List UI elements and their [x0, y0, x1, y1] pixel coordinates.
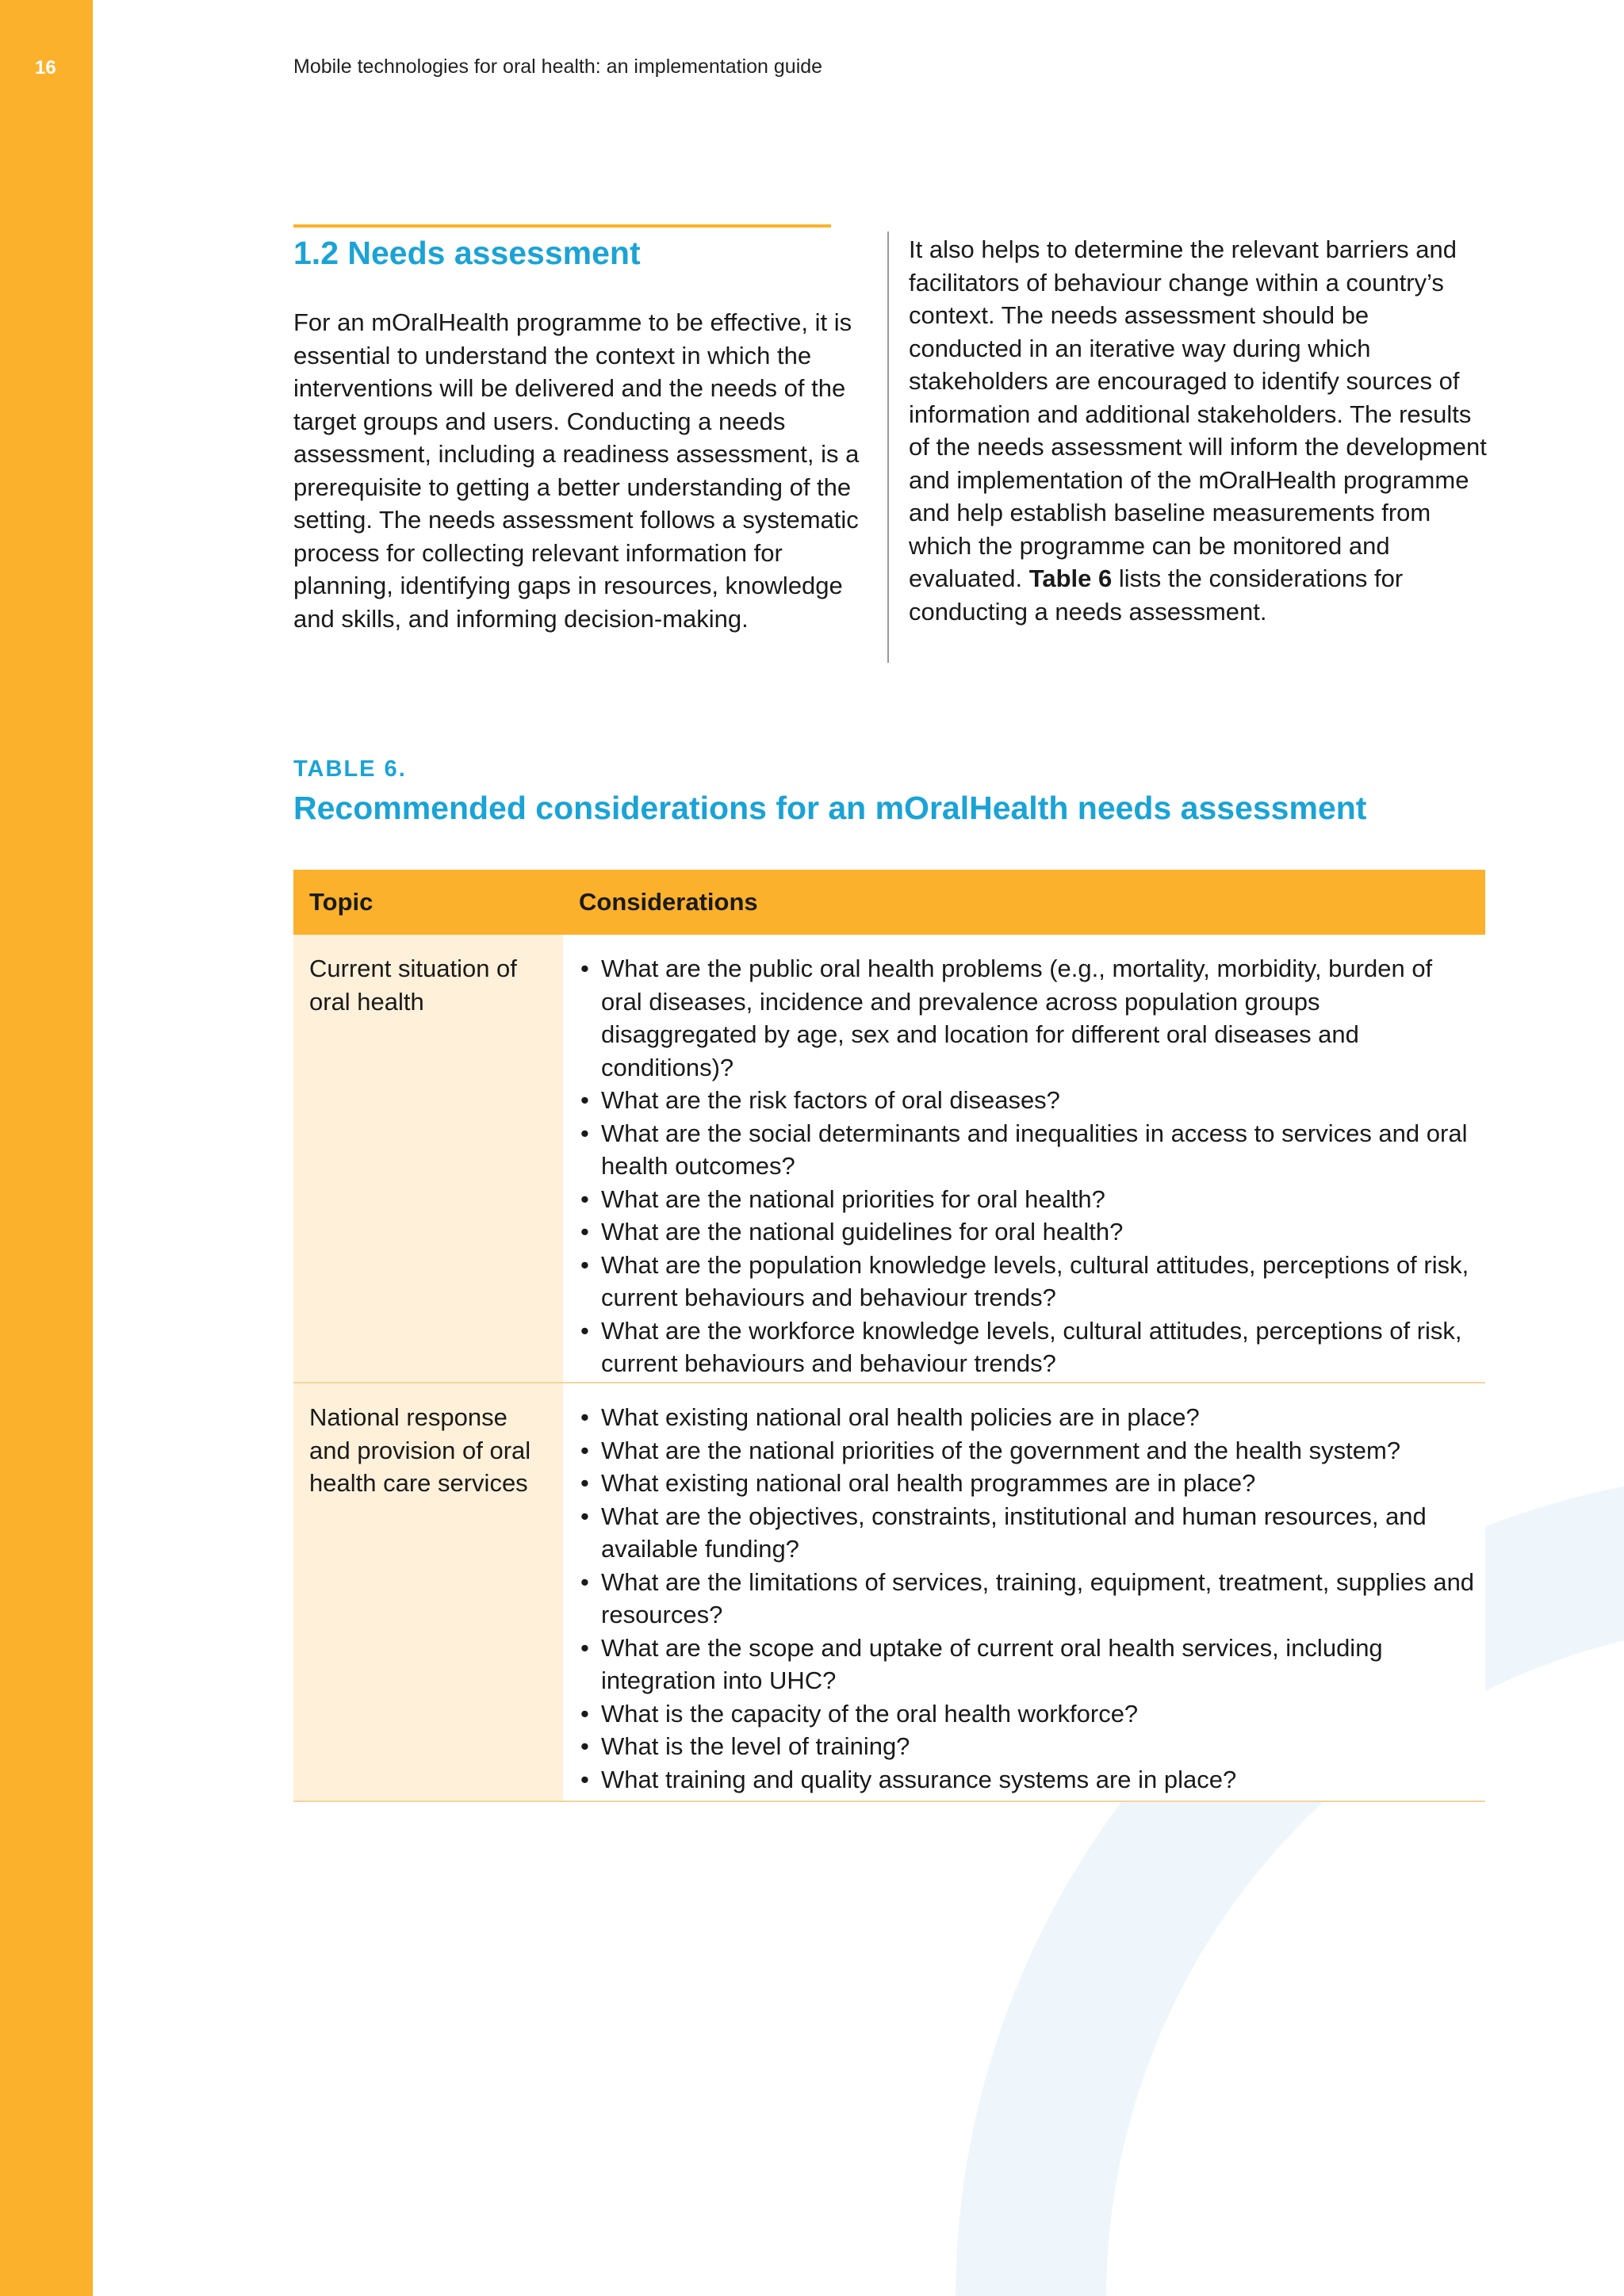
- considerations-cell: [563, 1383, 1485, 1800]
- topic-cell: Current situation of oral health: [293, 935, 563, 1382]
- right-column: [909, 233, 1488, 628]
- list-item: • What are the population knowledge levels, cultural attitudes, perceptions of risk, current behaviours and behaviour trends?: [579, 1249, 1477, 1314]
- running-head: Mobile technologies for oral health: an implementation guide: [293, 55, 823, 78]
- considerations-cell: [563, 935, 1485, 1382]
- table-row: [293, 935, 1485, 1383]
- list-item: • What are the limitations of services, training, equipment, treatment, supplies and resources?: [579, 1566, 1477, 1632]
- topic-cell: National response and provision of oral health care services: [293, 1383, 563, 1800]
- list-item: • What are the scope and uptake of current oral health services, including integration into UHC?: [579, 1632, 1477, 1697]
- list-item: • What are the national priorities of the government and the health system?: [579, 1434, 1477, 1468]
- list-item: • What are the social determinants and inequalities in access to services and oral health outcomes?: [579, 1117, 1477, 1183]
- section-title: 1.2 Needs assessment: [293, 235, 641, 271]
- header-topic: Topic: [309, 888, 373, 916]
- header-considerations: Considerations: [579, 888, 758, 916]
- list-item: • What are the objectives, constraints, institutional and human resources, and available funding?: [579, 1500, 1477, 1566]
- list-item: • What are the national guidelines for oral health?: [579, 1215, 1477, 1249]
- table-title: Recommended considerations for an mOralHealth needs assessment: [293, 790, 1367, 826]
- list-item: • What is the capacity of the oral health workforce?: [579, 1697, 1477, 1731]
- table-row: [293, 1383, 1485, 1802]
- page-number: 16: [35, 57, 56, 78]
- left-column-paragraph: For an mOralHealth programme to be effective, it is essential to understand the context in which the interventions will be delivered and the needs of the target groups and users. Conducting a needs assessment, including a readiness assessment, is a prerequisite to getting a better understanding of the setting. The needs assessment follows a systematic process for collecting relevant information for planning, identifying gaps in resources, knowledge and skills, and informing decision-making.: [293, 308, 860, 633]
- list-item: • What existing national oral health programmes are in place?: [579, 1467, 1477, 1500]
- right-paragraph-2: The results of the needs assessment will inform the development and implementation of the mOralHealth programme and help establish baseline measurements from which the programme can be monitored and evaluated.: [909, 400, 1487, 592]
- list-item: • What are the risk factors of oral diseases?: [579, 1084, 1477, 1117]
- list-item: • What are the workforce knowledge levels, cultural attitudes, perceptions of risk, current behaviours and behaviour trends?: [579, 1314, 1477, 1380]
- list-item: • What are the public oral health problems (e.g., mortality, morbidity, burden of oral diseases, incidence and prevalence across population groups disaggregated by age, sex and location for different oral diseases and conditions)?: [579, 952, 1477, 1084]
- considerations-list: [579, 952, 1477, 1380]
- column-divider: [887, 232, 889, 663]
- right-paragraph-3: lists the considerations for conducting a needs assessment.: [909, 564, 1404, 626]
- table-header-row: [293, 870, 1485, 935]
- considerations-table: [293, 870, 1485, 1802]
- list-item: • What existing national oral health policies are in place?: [579, 1401, 1477, 1434]
- heading-rule: [293, 224, 831, 228]
- table-label: TABLE 6.: [293, 756, 407, 782]
- list-item: • What are the national priorities for oral health?: [579, 1183, 1477, 1216]
- list-item: • What training and quality assurance systems are in place?: [579, 1763, 1477, 1797]
- table-reference: Table 6: [1028, 564, 1113, 592]
- side-color-band: [0, 0, 93, 2296]
- right-paragraph-1: It also helps to determine the relevant barriers and facilitators of behaviour change within a country’s context. The needs assessment should be conducted in an iterative way during which stakeholders are encouraged to identify sources of information and additional stakeholders.: [909, 235, 1460, 428]
- considerations-list: [579, 1401, 1477, 1796]
- list-item: • What is the level of training?: [579, 1730, 1477, 1763]
